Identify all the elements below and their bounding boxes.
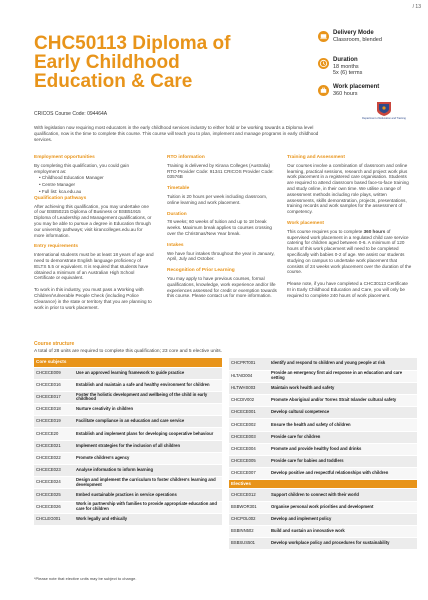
work-placement-note: Please note, if you have completed a CHC30113 Certificate III in Early Childhood Education and Care, you will only be required to complete 240 hours of work placement.: [287, 281, 408, 298]
table-row: [229, 382, 417, 394]
unit-code: CHCECE026: [34, 501, 74, 513]
column-training: [287, 155, 412, 305]
briefcase-icon: [318, 85, 329, 96]
employment-item: • Childhood Education Manager: [39, 175, 154, 181]
course-code: CRICOS Course Code: 094464A: [34, 111, 108, 117]
unit-code: HLTWHS003: [229, 382, 269, 394]
unit-code: CHCDIV002: [229, 395, 269, 407]
table-row: [34, 367, 222, 379]
logo-caption: Department of Education and Training: [362, 117, 406, 120]
duration-terms: 5x (6) terms: [333, 70, 363, 76]
table-row: [34, 416, 222, 428]
unit-code: HLTAID004: [229, 370, 269, 382]
table-row: [229, 407, 417, 419]
unit-code: CHCECE001: [229, 407, 269, 419]
unit-name: Identify and respond to children and young people at risk: [269, 358, 417, 370]
unit-code: CHCECE012: [229, 489, 269, 501]
employment-intro: By completing this qualification, you could gain employment as:: [34, 162, 129, 174]
pathways-text: After achieving this qualification, you may undertake one of our BSB50215 Diploma of Business or BSB51915 Diploma of Leadership and Management qualifications, or you may be able to pursue a degree in Education through our university pathways; visit kirancolleges.edu.au for more information.: [34, 203, 152, 238]
wp-text-a: This course requires you to complete: [287, 228, 364, 234]
unit-name: Promote children's agency: [74, 452, 222, 464]
unit-name: Facilitate compliance in an education and care service: [74, 416, 222, 428]
unit-code: CHCECE016: [34, 379, 74, 391]
footnote: *Please note that elective units may be subject to change.: [34, 576, 137, 581]
unit-name: Nurture creativity in children: [74, 404, 222, 416]
training-text: Our courses involve a combination of classroom and online learning, practical sessions, research and project work plus work placement in a registered care organisation. Students are required to attend classroom based face-to-face training and study online, in their own time. We utilise a range of assessment methods including role plays, written assessments, skills demonstration, projects, presentations, training records and work samples for the assessment of competency.: [287, 162, 409, 215]
unit-code: CHCECE023: [34, 465, 74, 477]
table-row: [229, 358, 417, 370]
duration: [318, 57, 418, 84]
unit-name: Work legally and ethically: [74, 513, 222, 525]
unit-code: CHCECE025: [34, 489, 74, 501]
unit-code: BSBINN502: [229, 525, 269, 537]
unit-code: CHCECE005: [229, 456, 269, 468]
unit-name: Promote Aboriginal and/or Torres Strait Islander cultural safety: [269, 395, 417, 407]
unit-name: Organise personal work priorities and development: [269, 501, 417, 513]
unit-name: Foster the holistic development and wellbeing of the child in early childhood: [74, 391, 222, 403]
unit-name: Develop cultural competence: [269, 407, 417, 419]
unit-name: Develop workplace policy and procedures for sustainability: [269, 538, 417, 550]
rpl-heading: Recognition of Prior Learning: [167, 268, 235, 274]
unit-name: Ensure the health and safety of children: [269, 419, 417, 431]
unit-code: CHCECE018: [34, 404, 74, 416]
delivery-label: Delivery Mode: [333, 30, 374, 36]
column-employment: [34, 155, 154, 316]
intakes-text: We have four intakes throughout the year in January, April, July and October.: [167, 250, 275, 262]
table-row: [34, 513, 222, 525]
unit-name: Develop and implement policy: [269, 513, 417, 525]
training-heading: Training and Assessment: [287, 155, 345, 160]
table-row: [229, 538, 417, 550]
intro-text: With legislation now requiring most educators in the early childhood services industry to either hold or be working towards a Diploma level qualification, now is the time to complete this course. This course will teach you to plan, implement and manage programs in early childhood services.: [34, 125, 319, 142]
unit-name: Maintain work health and safety: [269, 382, 417, 394]
unit-code: CHCPOL002: [229, 513, 269, 525]
unit-code: CHCECE003: [229, 431, 269, 443]
entry-heading: Entry requirements: [34, 244, 78, 250]
unit-code: CHCECE20: [34, 428, 74, 440]
table-row: [229, 468, 417, 480]
unit-name: Establish and implement plans for developing cooperative behaviour: [74, 428, 222, 440]
employment-item: • Full list: kca.edu.au: [39, 189, 154, 195]
unit-name: Promote and provide healthy food and drinks: [269, 443, 417, 455]
page-number: / 13: [412, 4, 421, 10]
unit-code: CHCECE024: [34, 477, 74, 489]
table-row: [34, 501, 222, 513]
rto-heading: RTO information: [167, 155, 205, 160]
table-row: [229, 419, 417, 431]
duration-label: Duration: [333, 57, 358, 63]
duration-text: 78 weeks; 60 weeks of tuition and up to 18 break weeks. Maximum break applies to courses crossing over the Christmas/New Year break.: [167, 219, 272, 236]
employment-item: • Centre Manager: [39, 182, 154, 188]
entry-text: International students must be at least 18 years of age and need to demonstrate English language proficiency of IELTS 5.5 or equivalent. It is required that students have obtained a minimum of an Australian High School Certificate or equivalent.: [34, 252, 154, 281]
coat-of-arms-icon: [373, 100, 395, 116]
unit-name: Build and sustain an innovative work: [269, 525, 417, 537]
pathways-heading: Qualification pathways: [34, 195, 87, 201]
duration-heading: Duration: [167, 211, 187, 217]
work-placement-value: 360 hours: [333, 90, 358, 97]
unit-name: Implement strategies for the inclusion of all children: [74, 440, 222, 452]
wp-hours: 360 hours: [363, 228, 386, 234]
unit-name: Support children to connect with their world: [269, 489, 417, 501]
entry-text-check: To work in this industry, you must pass a Working with Children/Vulnerable People Check (including Police Clearance) in the state or territory that you are planning to work in prior to work placement.: [34, 287, 152, 310]
unit-code: CHCECE021: [34, 440, 74, 452]
table-row: [229, 431, 417, 443]
table-row: [229, 395, 417, 407]
table-row: [229, 501, 417, 513]
table-row: [34, 404, 222, 416]
rto-text: Training is delivered by Kirana Colleges (Australia) RTO Provider Code: 91341 CRICOS Provider Code: 03576B: [167, 162, 274, 180]
table-row: [229, 370, 417, 382]
table-row: [229, 456, 417, 468]
employment-heading: Employment opportunities: [34, 155, 95, 160]
unit-code: CHCECE004: [229, 443, 269, 455]
intakes-heading: Intakes: [167, 242, 184, 248]
timetable-text: Tuition is 20 hours per week including classroom, online learning and work placement.: [167, 193, 268, 205]
table-row: [229, 489, 417, 501]
unit-name: Analyse information to inform learning: [74, 465, 222, 477]
course-facts-sidebar: [318, 30, 418, 111]
unit-name: Provide care for children: [269, 431, 417, 443]
table-section-header: [34, 358, 222, 367]
duration-value: 18 months: [333, 63, 359, 70]
unit-name: Establish and maintain a safe and healthy environment for children: [74, 379, 222, 391]
unit-code: CHCECE017: [34, 391, 74, 403]
table-row: [229, 513, 417, 525]
work-placement-label: Work placement: [333, 84, 380, 90]
clock-icon: [318, 58, 329, 69]
table-row: [34, 379, 222, 391]
wp-text-c: of supervised work placement in a regulated child care service catering for children aged between 0-6. A minimum of 120 hours of this work placement will need to be completed specifically with babies 0-2 of age. We assist our students studying on campus to undertake work placement that consists of 24 weeks work placement over the duration of the course.: [287, 228, 412, 275]
table-row: [34, 489, 222, 501]
table-row: [229, 443, 417, 455]
unit-code: CHCECE022: [34, 452, 74, 464]
unit-code: BSBSUS501: [229, 538, 269, 550]
section-header-label: Core subjects: [34, 358, 222, 367]
work-placement-text: [287, 229, 412, 275]
unit-name: Develop positive and respectful relationships with children: [269, 468, 417, 480]
page-title: CHC50113 Diploma of Early Childhood Education & Care: [34, 33, 231, 92]
table-row: [34, 391, 222, 403]
unit-name: Provide care for babies and toddlers: [269, 456, 417, 468]
section-header-label: Electives: [229, 480, 417, 489]
course-structure-subtitle: A total of 28 units are required to complete this qualification; 23 core and 5 elective units.: [34, 349, 222, 354]
unit-code: CHCLEG001: [34, 513, 74, 525]
unit-code: CHCPRT001: [229, 358, 269, 370]
table-row: [34, 477, 222, 489]
unit-name: Embed sustainable practices in service operations: [74, 489, 222, 501]
course-structure-heading: Course structure: [34, 341, 75, 347]
unit-code: BSBWOR301: [229, 501, 269, 513]
delivery-mode: [318, 30, 418, 57]
unit-code: CHCECE009: [34, 367, 74, 379]
rpl-text: You may apply to have previous courses, formal qualifications, knowledge, work experience and/or life experiences assessed for credit or exemption towards this course. Please contact us for more information.: [167, 275, 277, 299]
delivery-value: Classroom, blended: [333, 36, 382, 43]
column-rto: [167, 155, 279, 305]
unit-code: CHCECE007: [229, 468, 269, 480]
laptop-icon: [318, 31, 329, 42]
government-logo: [360, 100, 408, 132]
table-section-header: [229, 480, 417, 489]
unit-name: Provide an emergency first aid response in an education and care setting: [269, 370, 417, 382]
unit-code: CHCECE019: [34, 416, 74, 428]
timetable-heading: Timetable: [167, 186, 190, 192]
table-row: [229, 525, 417, 537]
work-placement-heading: Work placement: [287, 220, 324, 226]
unit-code: CHCECE002: [229, 419, 269, 431]
table-row: [34, 428, 222, 440]
unit-name: Work in partnership with families to provide appropriate education and care for children: [74, 501, 222, 513]
unit-name: Design and implement the curriculum to foster children's learning and development: [74, 477, 222, 489]
table-row: [34, 440, 222, 452]
table-row: [34, 452, 222, 464]
right-units-table: [229, 358, 417, 550]
core-units-table: [34, 358, 222, 526]
table-row: [34, 465, 222, 477]
unit-name: Use an approved learning framework to guide practice: [74, 367, 222, 379]
